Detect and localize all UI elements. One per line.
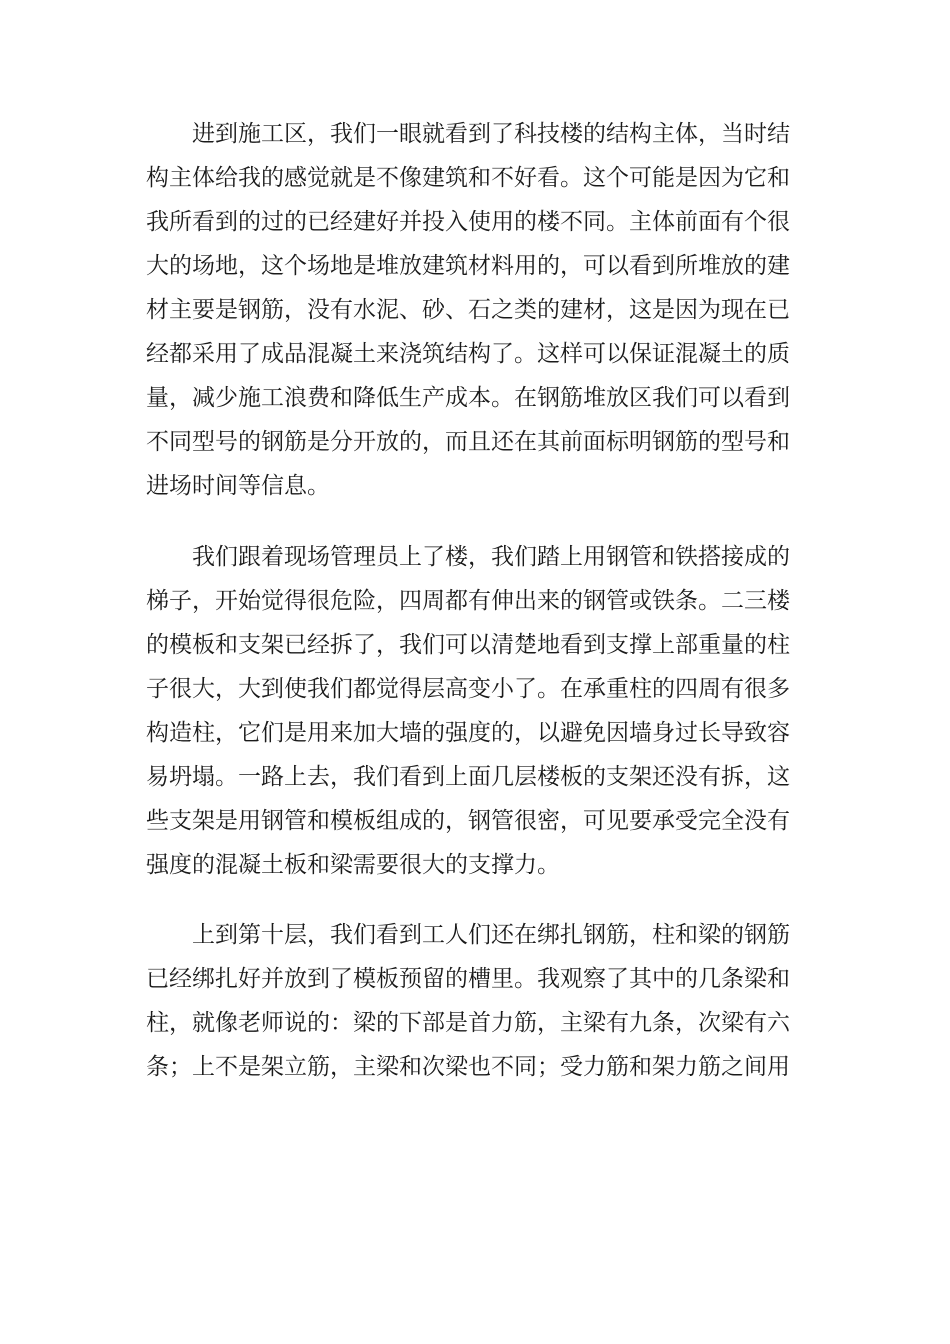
paragraph-tenth-floor xyxy=(146,913,806,1089)
text-line: 强度的混凝土板和梁需要很大的支撑力。 xyxy=(146,852,560,878)
text-line: 梯子，开始觉得很危险，四周都有伸出来的钢管或铁条。二三楼 xyxy=(146,588,790,614)
text-line: 我所看到的过的已经建好并投入使用的楼不同。主体前面有个很 xyxy=(146,209,790,235)
text-line: 易坍塌。一路上去，我们看到上面几层楼板的支架还没有拆，这 xyxy=(146,764,790,790)
text-line: 经都采用了成品混凝土来浇筑结构了。这样可以保证混凝土的质 xyxy=(146,341,790,367)
paragraph-upstairs xyxy=(146,535,806,887)
document-body xyxy=(146,112,806,1089)
text-line: 条；上不是架立筋，主梁和次梁也不同；受力筋和架力筋之间用 xyxy=(146,1054,790,1080)
text-line: 的模板和支架已经拆了，我们可以清楚地看到支撑上部重量的柱 xyxy=(146,632,790,658)
text-line: 进到施工区，我们一眼就看到了科技楼的结构主体，当时结 xyxy=(192,121,790,147)
text-line: 已经绑扎好并放到了模板预留的槽里。我观察了其中的几条梁和 xyxy=(146,966,790,992)
text-line: 进场时间等信息。 xyxy=(146,473,330,499)
text-line: 构主体给我的感觉就是不像建筑和不好看。这个可能是因为它和 xyxy=(146,165,790,191)
text-line: 些支架是用钢管和模板组成的，钢管很密，可见要承受完全没有 xyxy=(146,808,790,834)
text-line: 我们跟着现场管理员上了楼，我们踏上用钢管和铁搭接成的 xyxy=(192,544,790,570)
text-line: 量，减少施工浪费和降低生产成本。在钢筋堆放区我们可以看到 xyxy=(146,385,790,411)
text-line: 子很大，大到使我们都觉得层高变小了。在承重柱的四周有很多 xyxy=(146,676,790,702)
text-line: 上到第十层，我们看到工人们还在绑扎钢筋，柱和梁的钢筋 xyxy=(192,922,790,948)
text-line: 柱，就像老师说的：梁的下部是首力筋，主梁有九条，次梁有六 xyxy=(146,1010,790,1036)
text-line: 大的场地，这个场地是堆放建筑材料用的，可以看到所堆放的建 xyxy=(146,253,790,279)
paragraph-construction-area xyxy=(146,112,806,508)
text-line: 材主要是钢筋，没有水泥、砂、石之类的建材，这是因为现在已 xyxy=(146,297,790,323)
text-line: 构造柱，它们是用来加大墙的强度的，以避免因墙身过长导致容 xyxy=(146,720,790,746)
text-line: 不同型号的钢筋是分开放的，而且还在其前面标明钢筋的型号和 xyxy=(146,429,790,455)
